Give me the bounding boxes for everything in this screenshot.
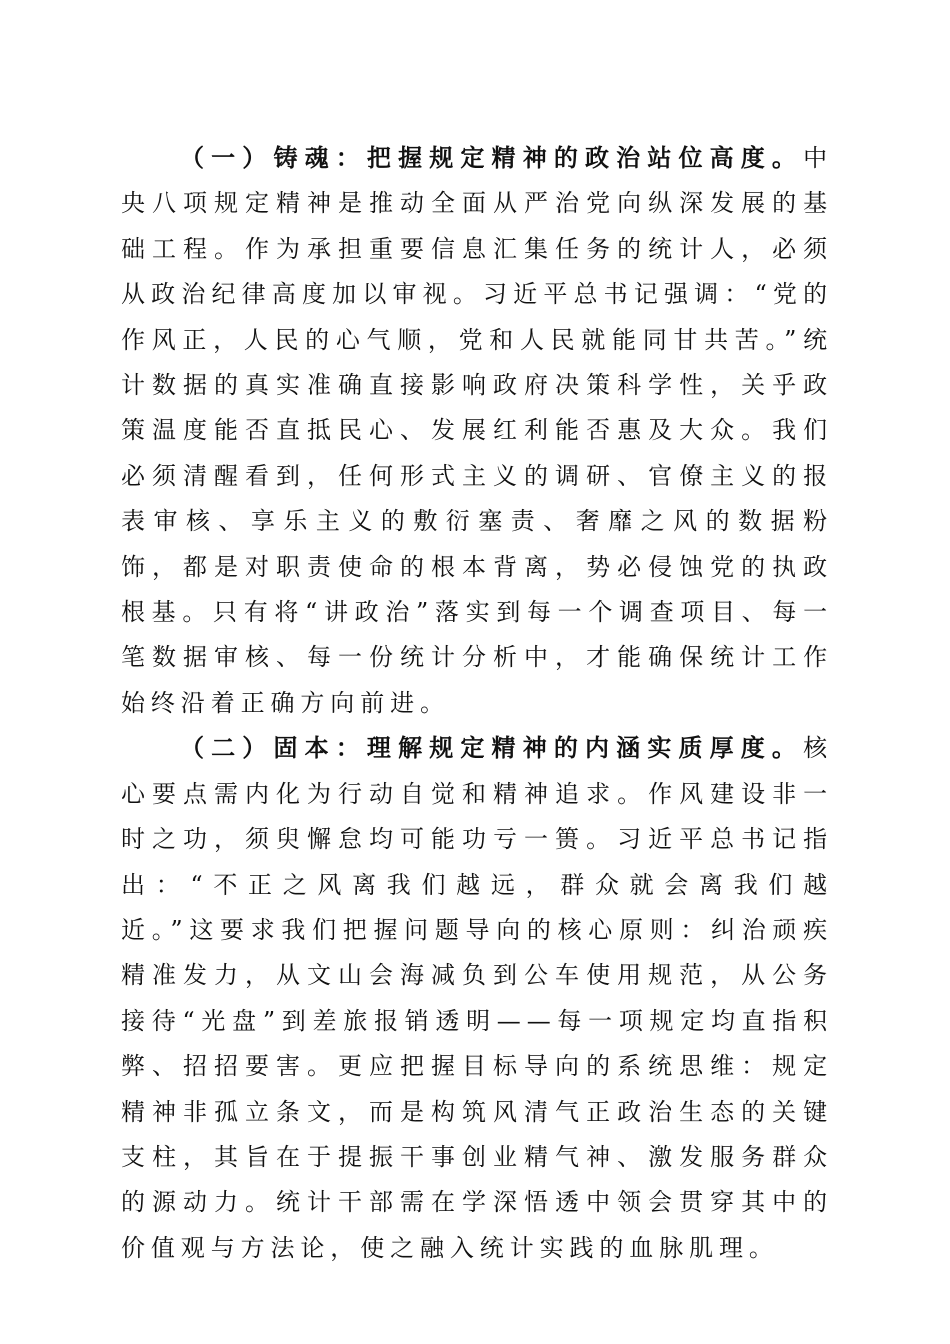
paragraph-2-text: 核心要点需内化为行动自觉和精神追求。作风建设非一时之功，须臾懈怠均可能功亏一篑。习近平总书记指出：“不正之风离我们越远，群众就会离我们越近。”这要求我们把握问题导向的核心原则：纠治顽疾精准发力，从文山会海减负到公车使用规范，从公务接待“光盘”到差旅报销透明——每一项规定均直指积弊、招招要害。更应把握目标导向的系统思维：规定精神非孤立条文，而是构筑风清气正政治生态的关键支柱，其旨在于提振干事创业精气神、激发服务群众的源动力。统计干部需在学深悟透中领会贯穿其中的价值观与方法论，使之融入统计实践的血脉肌理。: [121, 734, 833, 1262]
paragraph-1: [121, 136, 833, 726]
document-body: [121, 136, 833, 1271]
paragraph-1-text: 中央八项规定精神是推动全面从严治党向纵深发展的基础工程。作为承担重要信息汇集任务的统计人，必须从政治纪律高度加以审视。习近平总书记强调：“党的作风正，人民的心气顺，党和人民就能同甘共苦。”统计数据的真实准确直接影响政府决策科学性，关乎政策温度能否直抵民心、发展红利能否惠及大众。我们必须清醒看到，任何形式主义的调研、官僚主义的报表审核、享乐主义的敷衍塞责、奢靡之风的数据粉饰，都是对职责使命的根本背离，势必侵蚀党的执政根基。只有将“讲政治”落实到每一个调查项目、每一笔数据审核、每一份统计分析中，才能确保统计工作始终沿着正确方向前进。: [121, 144, 833, 717]
paragraph-2: [121, 726, 833, 1271]
paragraph-1-heading: （一）铸魂：把握规定精神的政治站位高度。: [180, 144, 804, 172]
paragraph-2-heading: （二）固本：理解规定精神的内涵实质厚度。: [180, 734, 804, 763]
